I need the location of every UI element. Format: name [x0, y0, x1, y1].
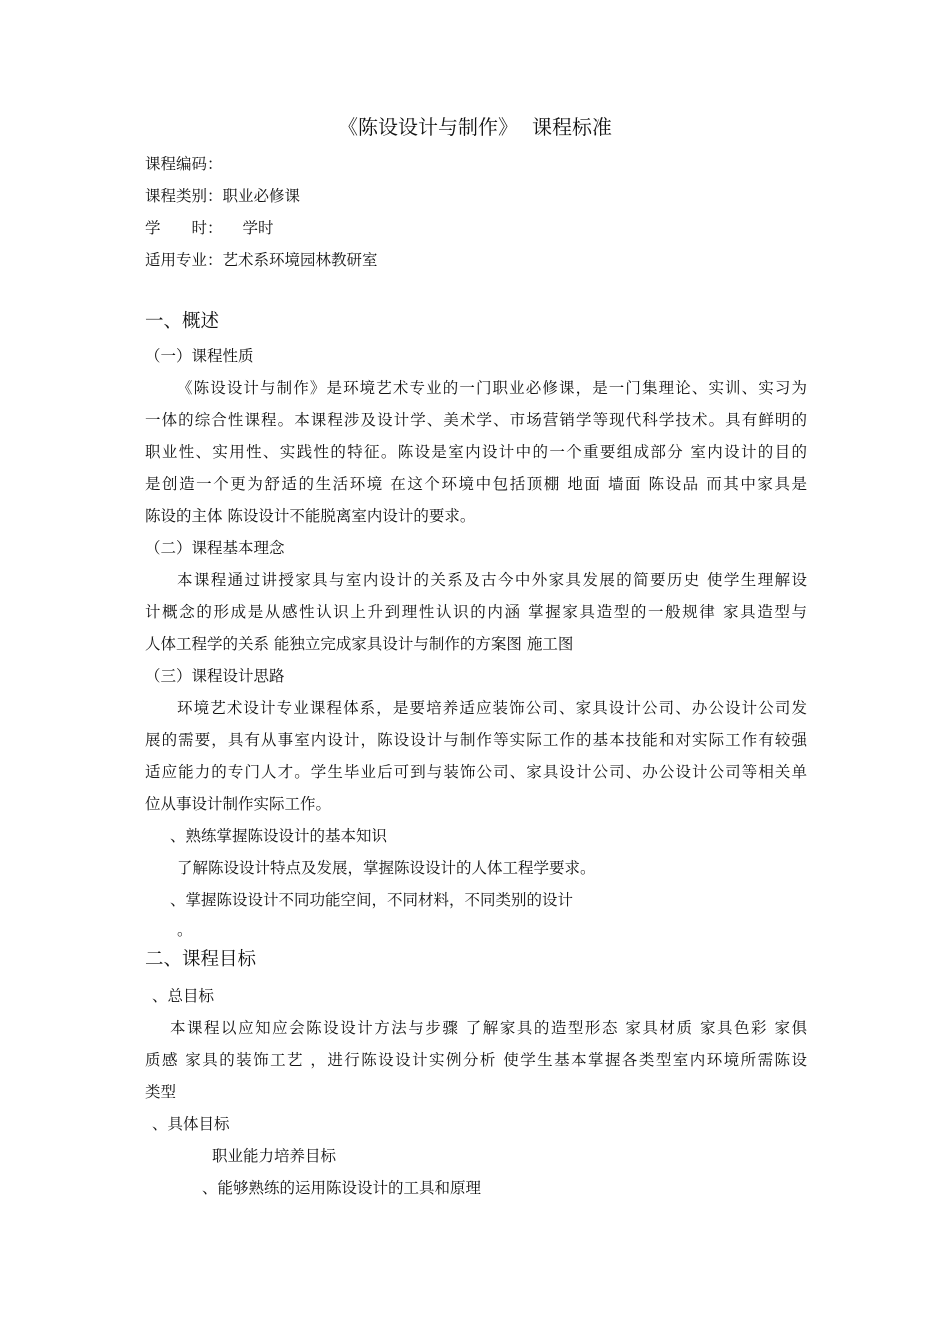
- overall-goal-line-1: 本课程以应知应会陈设设计方法与步骤 了解家具的造型形态 家具材质 家具色彩 家俱: [170, 1019, 807, 1037]
- overall-goal-line-3: 类型: [145, 1083, 177, 1101]
- design-item-2-end: 。: [177, 921, 193, 939]
- nature-line-1: 《陈设设计与制作》是环境艺术专业的一门职业必修课，是一门集理论、实训、实习为: [177, 379, 807, 397]
- design-line-2: 展的需要，具有从事室内设计，陈设设计与制作等实际工作的基本技能和对实际工作有较强: [145, 731, 807, 749]
- course-hours-label: 学 时：: [145, 219, 223, 237]
- design-line-1: 环境艺术设计专业课程体系，是要培养适应装饰公司、家具设计公司、办公设计公司发: [177, 699, 807, 717]
- nature-line-5: 陈设的主体 陈设设计不能脱离室内设计的要求。: [145, 507, 476, 525]
- course-code: 课程编码：: [145, 155, 223, 173]
- document-title: [0, 114, 950, 140]
- course-category: 课程类别：职业必修课: [145, 187, 301, 205]
- nature-line-3: 职业性、实用性、实践性的特征。陈设是室内设计中的一个重要组成部分 室内设计的目的: [145, 443, 807, 461]
- nature-heading: （一）课程性质: [145, 347, 254, 365]
- design-line-3: 适应能力的专门人才。学生毕业后可到与装饰公司、家具设计公司、办公设计公司等相关单: [145, 763, 807, 781]
- design-heading: （三）课程设计思路: [145, 667, 285, 685]
- concept-line-1: 本课程通过讲授家具与室内设计的关系及古今中外家具发展的简要历史 使学生理解设: [177, 571, 807, 589]
- nature-line-2: 一体的综合性课程。本课程涉及设计学、美术学、市场营销学等现代科学技术。具有鲜明的: [145, 411, 807, 429]
- concept-line-3: 人体工程学的关系 能独立完成家具设计与制作的方案图 施工图: [145, 635, 574, 653]
- design-item-1-detail: 了解陈设设计特点及发展，掌握陈设设计的人体工程学要求。: [177, 859, 596, 877]
- ability-goal-item-1: 、能够熟练的运用陈设设计的工具和原理: [202, 1179, 482, 1197]
- overall-goal-line-2: 质感 家具的装饰工艺 ，进行陈设设计实例分析 使学生基本掌握各类型室内环境所需陈设: [145, 1051, 807, 1069]
- design-item-2: 、掌握陈设设计不同功能空间，不同材料，不同类别的设计: [170, 891, 574, 909]
- applicable-major: 适用专业：艺术系环境园林教研室: [145, 251, 378, 269]
- concept-line-2: 计概念的形成是从感性认识上升到理性认识的内涵 掌握家具造型的一般规律 家具造型与: [145, 603, 807, 621]
- specific-goal-heading: 、具体目标: [152, 1115, 230, 1133]
- design-line-4: 位从事设计制作实际工作。: [145, 795, 332, 813]
- document-title-main: 《陈设设计与制作》: [338, 115, 518, 139]
- course-hours: [145, 218, 274, 238]
- document-title-sub: 课程标准: [532, 115, 612, 139]
- design-item-1: 、熟练掌握陈设设计的基本知识: [170, 827, 388, 845]
- nature-line-4: 是创造一个更为舒适的生活环境 在这个环境中包括顶棚 地面 墙面 陈设品 而其中家具是: [145, 475, 807, 493]
- course-hours-unit: 学时: [242, 219, 274, 237]
- overall-goal-heading: 、总目标: [152, 987, 215, 1005]
- section2-heading: 二、课程目标: [145, 949, 257, 970]
- concept-heading: （二）课程基本理念: [145, 539, 285, 557]
- ability-goal-heading: 职业能力培养目标: [212, 1147, 337, 1165]
- section1-heading: 一、概述: [145, 311, 220, 332]
